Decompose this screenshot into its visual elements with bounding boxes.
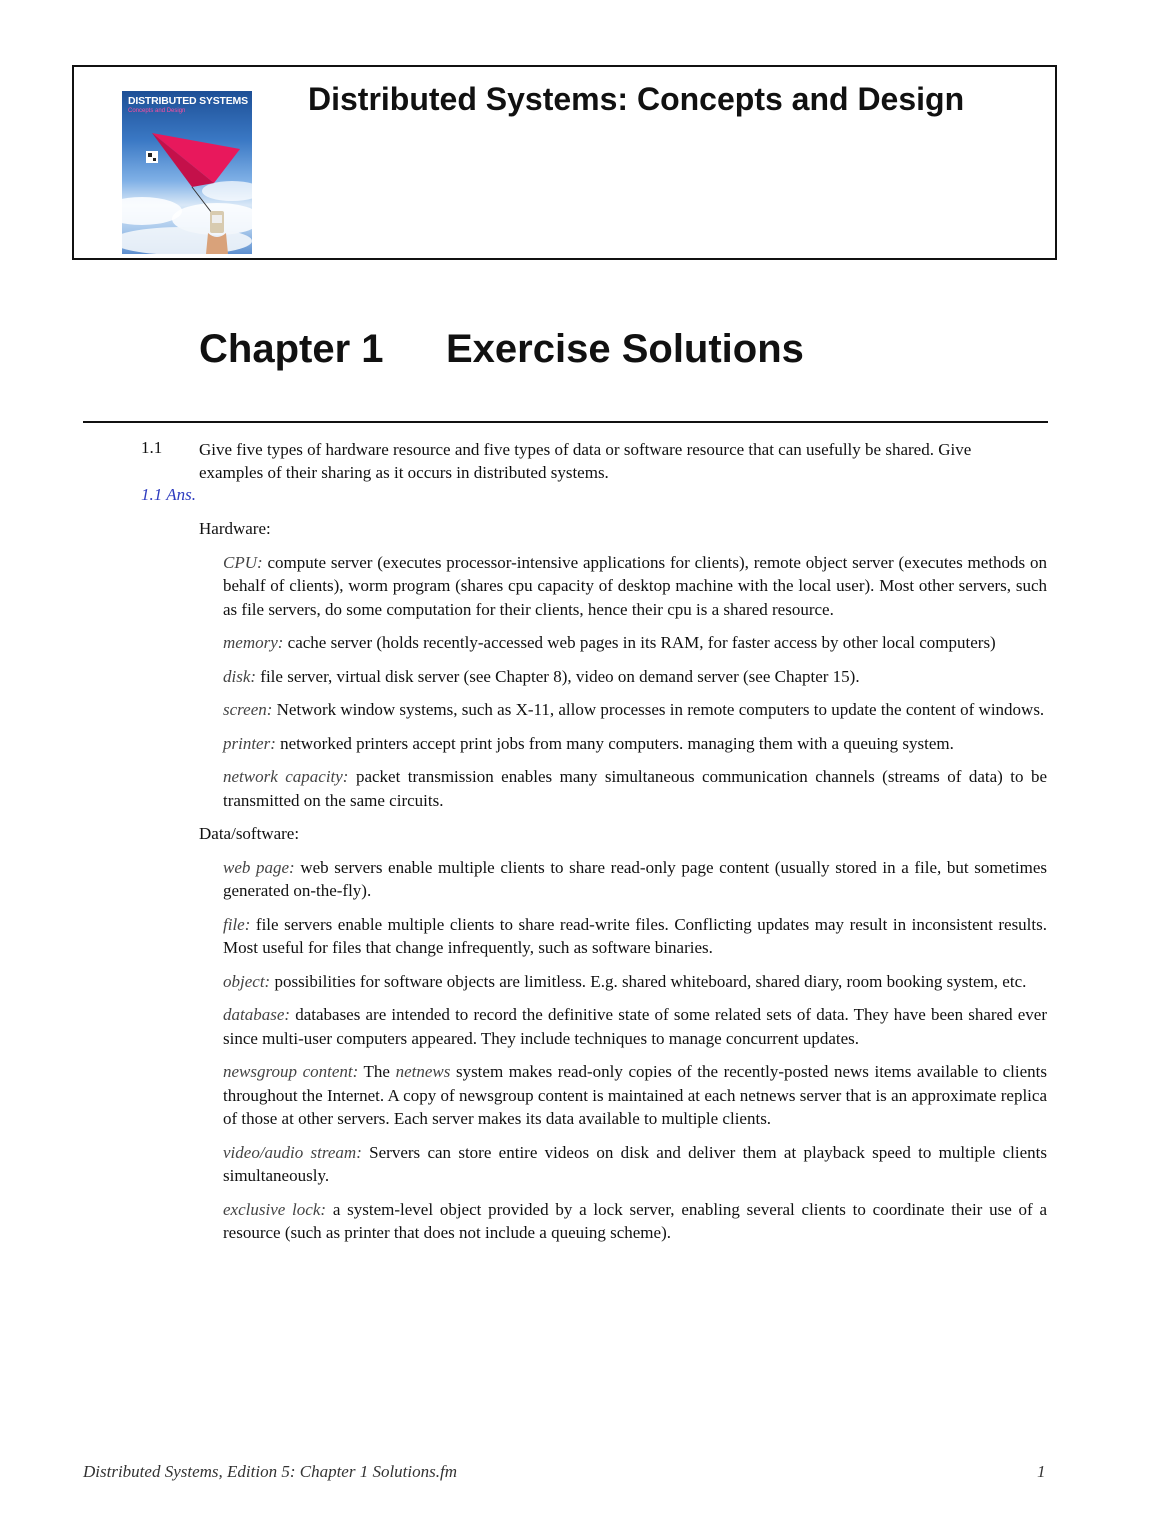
entry-text: compute server (executes processor-intensive applications for clients), remote object server (executes methods on behalf of clients), worm program (shares cpu capacity of desktop machine with the local user). Most other servers, such as file servers, do some computation for their clients, hence their cpu is a shared resource.	[223, 552, 1047, 619]
entry-text: Network window systems, such as X-11, allow processes in remote computers to update the content of windows.	[276, 700, 1045, 719]
entry-text: packet transmission enables many simultaneous communication channels (streams of data) to be transmitted on the same circuits.	[223, 767, 1048, 810]
hardware-item-disk	[223, 665, 1047, 689]
cover-subtitle: Concepts and Design	[128, 108, 186, 114]
entry-emphasis: netnews	[395, 1062, 451, 1081]
question-text: Give five types of hardware resource and five types of data or software resource that can usefully be shared. Give examples of their sharing as it occurs in distributed systems.	[199, 440, 972, 482]
book-cover-image	[122, 91, 252, 254]
chapter-number: Chapter 1	[199, 327, 384, 371]
question-number: 1.1	[141, 438, 163, 457]
data-item-video-audio-stream	[223, 1141, 1047, 1188]
data-item-web-page	[223, 856, 1047, 903]
hardware-item-memory	[223, 631, 1047, 655]
entry-term: printer:	[223, 733, 276, 753]
entry-term: web page:	[223, 857, 295, 877]
data-item-file	[223, 913, 1047, 960]
entry-text: databases are intended to record the definitive state of some related sets of data. They have been shared ever since multi-user computers appeared. They include techniques to manage concurrent updates.	[223, 1005, 1047, 1048]
cover-title: DISTRIBUTED SYSTEMS	[128, 95, 248, 107]
entry-term: memory:	[223, 633, 284, 652]
footer-page-number: 1	[1037, 1462, 1046, 1481]
data-software-heading: Data/software:	[199, 824, 300, 843]
entry-text: a system-level object provided by a lock server, enabling several clients to coordinate their use of a resource (such as printer that does not include a queuing scheme).	[223, 1199, 1048, 1242]
entry-text: web servers enable multiple clients to share read-only page content (usually stored in a file, but sometimes generated on-the-fly).	[223, 857, 1047, 900]
entry-term: file:	[223, 914, 251, 934]
book-title: Distributed Systems: Concepts and Design	[308, 81, 965, 117]
chapter-title: Exercise Solutions	[446, 327, 804, 371]
hardware-item-screen	[223, 698, 1047, 722]
entry-term: database:	[223, 1005, 291, 1024]
data-item-object	[223, 970, 1047, 994]
entry-term: exclusive lock:	[223, 1199, 327, 1219]
entry-term: video/audio stream:	[223, 1142, 362, 1162]
hardware-item-cpu	[223, 551, 1047, 622]
entry-text: Servers can store entire videos on disk and deliver them at playback speed to multiple clients simultaneously.	[223, 1142, 1047, 1185]
cover-art-icon	[122, 91, 252, 254]
data-item-database	[223, 1003, 1047, 1050]
data-item-exclusive-lock	[223, 1198, 1047, 1245]
entry-term: network capacity:	[223, 767, 349, 786]
entry-text: networked printers accept print jobs from many computers. managing them with a queuing system.	[280, 733, 954, 753]
entry-text: possibilities for software objects are limitless. E.g. shared whiteboard, shared diary, room booking system, etc.	[274, 971, 1027, 991]
heading-rule	[83, 421, 1048, 423]
hardware-heading: Hardware:	[199, 519, 271, 538]
entry-term: newsgroup content:	[223, 1062, 359, 1081]
entry-text-before: The	[363, 1062, 390, 1081]
hardware-item-network-capacity	[223, 765, 1047, 812]
chapter-heading	[199, 327, 804, 372]
entry-text: system makes read-only copies of the recently-posted news items available to clients throughout the Internet. A copy of newsgroup content is maintained at each netnews server that is an approximate replica of those at other servers. Each server makes its data available to multiple clients.	[223, 1062, 1048, 1128]
entry-text: cache server (holds recently-accessed web pages in its RAM, for faster access by other local computers)	[287, 633, 996, 652]
hardware-item-printer	[223, 732, 1047, 756]
answer-label[interactable]: 1.1 Ans.	[141, 485, 196, 504]
entry-term: disk:	[223, 666, 257, 686]
entry-text: file servers enable multiple clients to share read-write files. Conflicting updates may result in inconsistent results. Most useful for files that change infrequently, such as software binaries.	[223, 914, 1047, 957]
answer-content	[199, 517, 1047, 1255]
data-item-newsgroup-content	[223, 1060, 1047, 1131]
entry-term: object:	[223, 971, 271, 991]
entry-term: screen:	[223, 700, 273, 719]
header-box	[72, 65, 1057, 260]
entry-term: CPU:	[223, 552, 263, 572]
footer-document-name: Distributed Systems, Edition 5: Chapter 1 Solutions.fm	[83, 1462, 457, 1481]
entry-text: file server, virtual disk server (see Chapter 8), video on demand server (see Chapter 15).	[260, 666, 860, 686]
